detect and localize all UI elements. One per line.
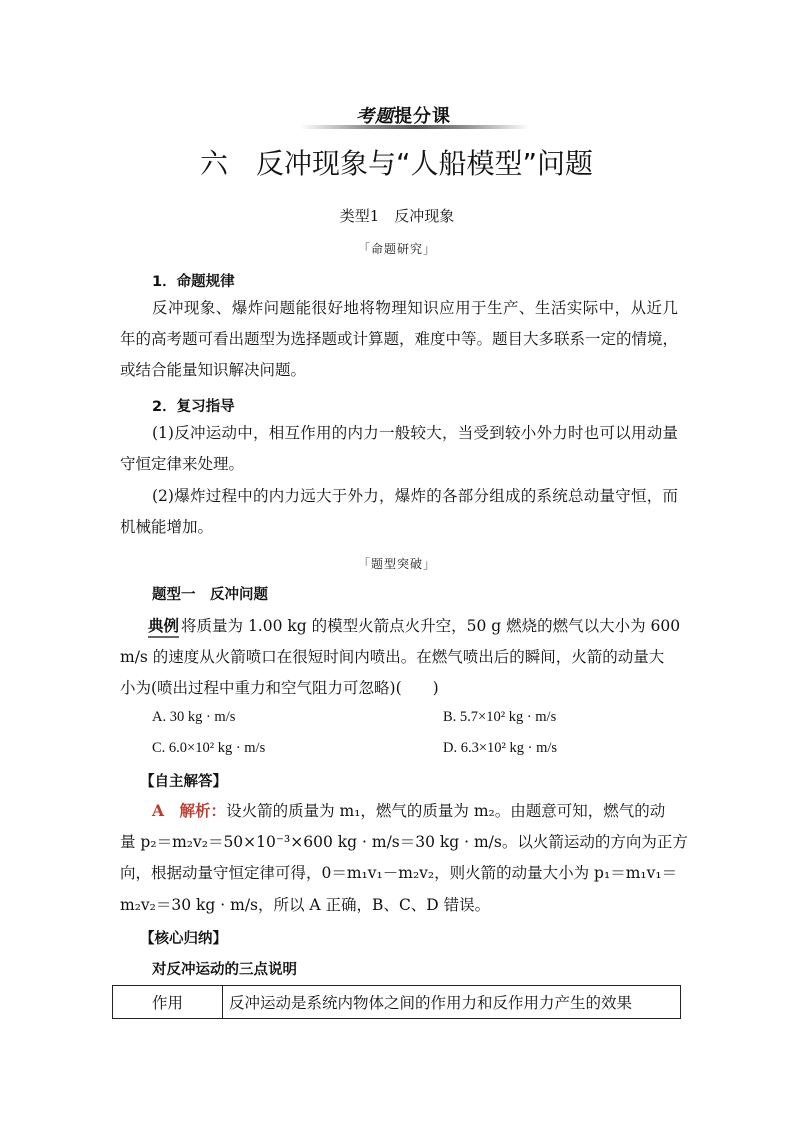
solution-line3: 向，根据动量守恒定律可得，0＝m₁v₁－m₂v₂，则火箭的动量大小为 p₁＝m₁v₁＝	[120, 864, 678, 882]
rule-text: 反冲现象、爆炸问题能很好地将物理知识应用于生产、生活实际中，从近几年的高考题可看出题型为选择题或计算题，难度中等。题目大多联系一定的情境，或结合能量知识解决问题。	[120, 299, 679, 379]
example-text1: 将质量为 1.00 kg 的模型火箭点火升空，50 g 燃烧的燃气以大小为 600	[181, 617, 681, 635]
subtitle: 类型1 反冲现象	[339, 207, 455, 225]
solution-answer: A	[152, 801, 165, 820]
example-tag: 典例	[148, 614, 179, 638]
example-line3: 小为(喷出过程中重力和空气阻力可忽略)( )	[120, 679, 439, 697]
option-a: A. 30 kg · m/s	[152, 709, 236, 725]
page-title: 六 反冲现象与“人船模型”问题	[200, 147, 594, 180]
example-line2: m/s 的速度从火箭喷口在很短时间内喷出。在燃气喷出后的瞬间，火箭的动量大	[120, 648, 665, 666]
table-row	[113, 986, 681, 1019]
banner-label: 提分课	[394, 106, 451, 127]
solution-line2: 量 p₂＝m₂v₂＝50×10⁻³×600 kg · m/s＝30 kg · m/s。以火箭运动的方向为正方	[120, 833, 688, 851]
topic-heading: 题型一 反冲问题	[152, 587, 268, 603]
option-c: C. 6.0×10² kg · m/s	[152, 740, 266, 756]
explain-table	[112, 985, 681, 1019]
section-label-research: 「命题研究」	[357, 242, 436, 256]
banner-script: 考题	[356, 106, 394, 127]
option-d: D. 6.3×10² kg · m/s	[443, 740, 558, 756]
option-b: B. 5.7×10² kg · m/s	[443, 709, 557, 725]
example-line1	[148, 614, 680, 638]
table-cell-text: 反冲运动是系统内物体之间的作用力和反作用力产生的效果	[223, 986, 681, 1019]
guide-heading: 2．复习指导	[152, 399, 235, 415]
banner-text	[356, 102, 451, 128]
banner	[300, 100, 530, 132]
rule-heading: 1．命题规律	[152, 274, 235, 290]
self-answer-heading: 【自主解答】	[140, 774, 227, 790]
solution-line4: m₂v₂＝30 kg · m/s，所以 A 正确，B、C、D 错误。	[120, 896, 491, 914]
solution-label: 解析：	[179, 801, 227, 820]
core-heading: 【核心归纳】	[140, 931, 227, 947]
guide-p2: (2)爆炸过程中的内力远大于外力，爆炸的各部分组成的系统总动量守恒，而机械能增加。	[120, 487, 678, 536]
explain-heading: 对反冲运动的三点说明	[152, 962, 297, 978]
solution-text1: 设火箭的质量为 m₁，燃气的质量为 m₂。由题意可知，燃气的动	[226, 802, 666, 820]
solution-line1	[152, 799, 665, 821]
guide-p1: (1)反冲运动中，相互作用的内力一般较大，当受到较小外力时也可以用动量守恒定律来处理。	[120, 424, 678, 473]
section-label-breakthrough: 「题型突破」	[357, 557, 436, 571]
table-cell-label: 作用	[113, 986, 223, 1019]
